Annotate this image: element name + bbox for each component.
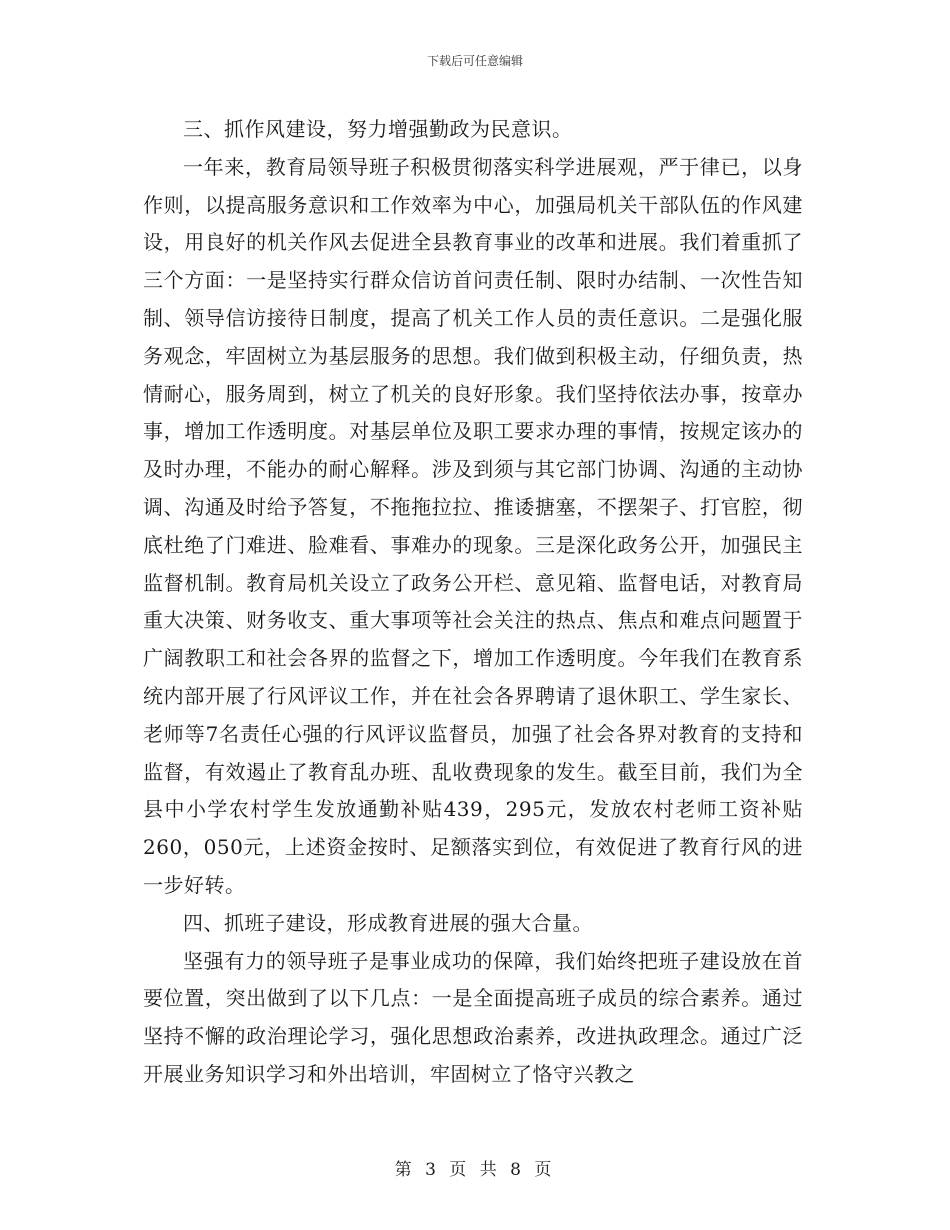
section-heading-4: 四、抓班子建设，形成教育进展的强大合量。 [183,910,593,935]
paragraph: 坚强有力的领导班子是事业成功的保障，我们始终把班子建设放在首要位置，突出做到了以下几点：一是全面提高班子成员的综合素养。通过坚持不懈的政治理论学习，强化思想政治素养，改进执政理念。通过广泛开展业务知识学习和外出培训，牢固树立了恪守兴教之 [143,948,803,1086]
paragraph: 一年来，教育局领导班子积极贯彻落实科学进展观，严于律已，以身作则，以提高服务意识和工作效率为中心，加强局机关干部队伍的作风建设，用良好的机关作风去促进全县教育事业的改革和进展。我们着重抓了三个方面：一是坚持实行群众信访首问责任制、限时办结制、一次性告知制、领导信访接待日制度，提高了机关工作人员的责任意识。二是强化服务观念，牢固树立为基层服务的思想。我们做到积极主动，仔细负责，热情耐心，服务周到，树立了机关的良好形象。我们坚持依法办事，按章办事，增加工作透明度。对基层单位及职工要求办理的事情，按规定该办的及时办理，不能办的耐心解释。涉及到须与其它部门协调、沟通的主动协调、沟通及时给予答复，不拖拖拉拉、推诿搪塞，不摆架子、打官腔，彻底杜绝了门难进、脸难看、事难办的现象。三是深化政务公开，加强民主监督机制。教育局机关设立了政务公开栏、意见箱、监督电话，对教育局重大决策、财务收支、重大事项等社会关注的热点、焦点和难点问题置于广阔教职工和社会各界的监督之下，增加工作透明度。今年我们在教育系统内部开展了行风评议工作，并在社会各界聘请了退休职工、学生家长、老师等7名责任心强的行风评议监督员，加强了社会各界对教育的支持和监督，有效遏止了教育乱办班、乱收费现象的发生。截至目前，我们为全县中小学农村学生发放通勤补贴439，295元，发放农村老师工资补贴260，050元，上述资金按时、足额落实到位，有效促进了教育行风的进一步好转。 [143,154,803,897]
page-header: 下载后可任意编辑 [426,54,523,68]
section-heading-3: 三、抓作风建设，努力增强勤政为民意识。 [183,117,573,141]
body-text [143,111,803,1094]
page-number: 第 3 页 共 8 页 [394,1160,556,1180]
